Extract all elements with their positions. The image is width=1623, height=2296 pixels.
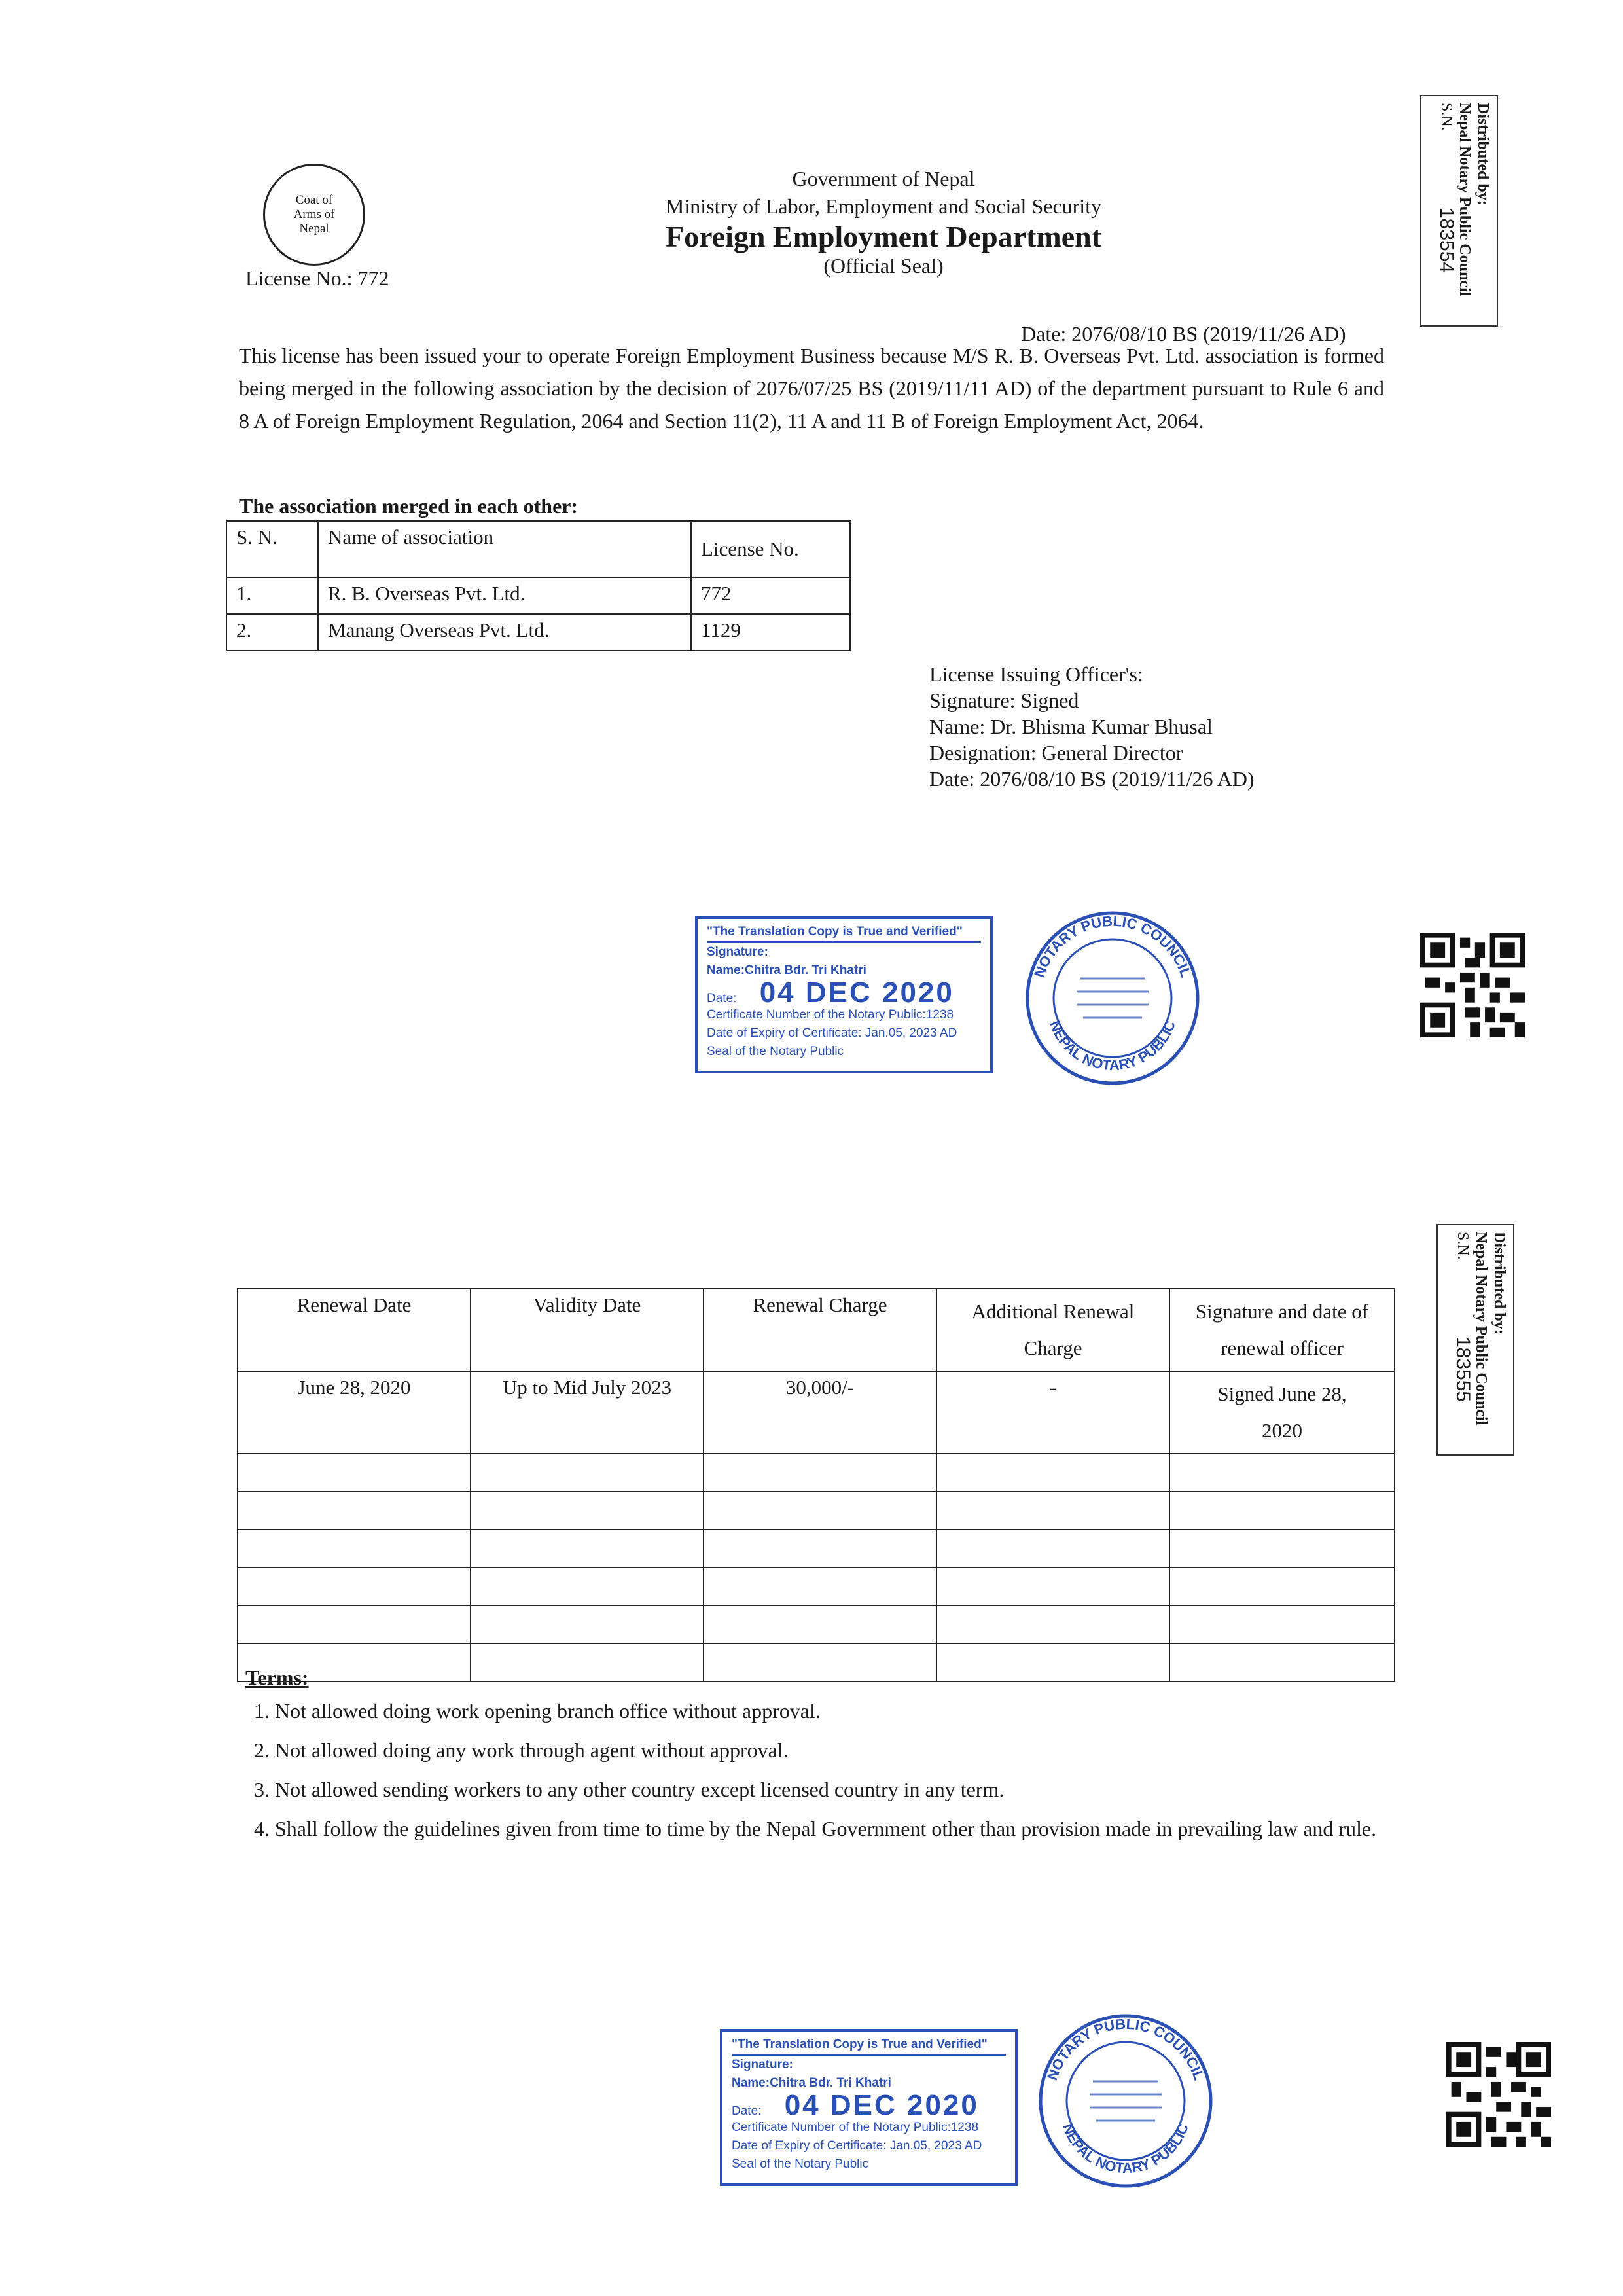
distributor-box-1 [1420, 95, 1498, 327]
table-row [226, 577, 850, 614]
svg-text:NEPAL NOTARY PUBLIC [1046, 1018, 1179, 1073]
distributor-sn-label: S.N. [1454, 1232, 1471, 1260]
svg-text:NEPAL NOTARY PUBLIC [1060, 2121, 1192, 2176]
table-row [238, 1492, 1395, 1530]
terms-title: Terms: [245, 1666, 309, 1689]
table-row [238, 1371, 1395, 1454]
verification-stamp-2 [720, 2029, 1018, 2186]
assoc-cell: 1. [226, 577, 318, 614]
notary-round-seal-2 [1034, 2009, 1217, 2193]
stamp-date-label: Date: [707, 992, 737, 1005]
renewal-cell: - [936, 1371, 1169, 1454]
renewal-header-officer: Signature and date of renewal officer [1169, 1289, 1395, 1371]
license-body-text: This license has been issued your to operate Foreign Employment Business because M/S R. B. Overseas Pvt. Ltd. association is formed being merged in the following association by the decision of 2076/07/25 BS (2019/11/11 AD) of the department pursuant to Rule 6 and 8 A of Foreign Employment Regulation, 2064 and Section 11(2), 11 A and 11 B of Foreign Employment Act, 2064. [239, 344, 1384, 433]
assoc-cell: R. B. Overseas Pvt. Ltd. [318, 577, 691, 614]
officer-date: Date: 2076/08/10 BS (2019/11/26 AD) [929, 767, 1255, 791]
round-seal-bottom-text: NEPAL NOTARY PUBLIC [1060, 2121, 1192, 2177]
verification-stamp-1 [695, 916, 993, 1073]
stamp-name: Name:Chitra Bdr. Tri Khatri [732, 2076, 891, 2090]
header-ministry: Ministry of Labor, Employment and Social Security [665, 194, 1102, 218]
stamp-name: Name:Chitra Bdr. Tri Khatri [707, 963, 866, 977]
renewal-cell: Signed June 28, 2020 [1169, 1371, 1395, 1454]
table-row [226, 521, 850, 577]
distributor-line-2: Nepal Notary Public Council [1456, 103, 1473, 296]
qr-code-2-icon [1446, 2042, 1551, 2147]
assoc-header-name: Name of association [318, 521, 691, 577]
round-seal-bottom-text: NEPAL NOTARY PUBLIC [1046, 1018, 1179, 1074]
seal-line-2: Arms of [293, 207, 335, 221]
renewal-cell: Up to Mid July 2023 [471, 1371, 704, 1454]
distributor-sn: 183555 [1452, 1336, 1474, 1403]
issue-date: Date: 2076/08/10 BS (2019/11/26 AD) [1021, 322, 1346, 346]
list-item: 3. Not allowed sending workers to any other country except licensed country in any term. [275, 1774, 1440, 1805]
renewal-cell: 30,000/- [704, 1371, 936, 1454]
license-number: License No.: 772 [245, 266, 389, 290]
officer-signature: Signature: Signed [929, 689, 1079, 712]
distributor-line-2: Nepal Notary Public Council [1472, 1232, 1489, 1426]
renewal-header-charge: Renewal Charge [704, 1289, 936, 1371]
coat-of-arms-seal [263, 164, 365, 266]
stamp-heading: "The Translation Copy is True and Verified" [732, 2036, 1006, 2056]
round-seal-top-text: NOTARY PUBLIC COUNCIL [1044, 2015, 1207, 2083]
stamp-signature: Signature: [707, 945, 768, 959]
table-row [238, 1530, 1395, 1568]
list-item: 4. Shall follow the guidelines given from time to time by the Nepal Government other than provision made in prevailing law and rule. [275, 1813, 1440, 1844]
seal-line-3: Nepal [299, 222, 329, 236]
qr-code-1-icon [1420, 933, 1525, 1037]
terms-list [226, 1695, 1440, 1852]
distributor-line-1: Distributed by: [1474, 103, 1491, 206]
stamp-certificate: Certificate Number of the Notary Public:1238 [707, 1008, 954, 1022]
table-row [238, 1289, 1395, 1371]
stamp-expiry: Date of Expiry of Certificate: Jan.05, 2023 AD [707, 1026, 957, 1040]
round-seal-top-text: NOTARY PUBLIC COUNCIL [1031, 912, 1194, 980]
renewal-cell: June 28, 2020 [238, 1371, 471, 1454]
header-seal-note: (Official Seal) [823, 254, 944, 278]
distributor-sn: 183554 [1436, 207, 1457, 274]
assoc-cell: 2. [226, 614, 318, 651]
svg-text:NOTARY PUBLIC COUNCIL [1031, 913, 1194, 980]
assoc-header-sn: S. N. [226, 521, 318, 577]
assoc-cell: 772 [691, 577, 850, 614]
renewal-header-date: Renewal Date [238, 1289, 471, 1371]
list-item: 1. Not allowed doing work opening branch office without approval. [275, 1695, 1440, 1727]
svg-text:NOTARY PUBLIC COUNCIL [1044, 2016, 1207, 2083]
assoc-header-license: License No. [691, 521, 850, 577]
stamp-date-value: 04 DEC 2020 [759, 977, 954, 1009]
table-row [238, 1605, 1395, 1643]
distributor-line-1: Distributed by: [1491, 1232, 1508, 1335]
seal-line-1: Coat of [295, 193, 333, 207]
table-row [238, 1643, 1395, 1681]
notary-round-seal-1 [1021, 906, 1204, 1090]
renewal-table [237, 1288, 1395, 1682]
officer-block [929, 661, 1255, 792]
table-row [238, 1454, 1395, 1492]
header-department: Foreign Employment Department [665, 220, 1102, 253]
distributor-sn-label: S.N. [1438, 103, 1455, 131]
renewal-header-validity: Validity Date [471, 1289, 704, 1371]
stamp-date-value: 04 DEC 2020 [784, 2089, 979, 2121]
assoc-title: The association merged in each other: [239, 494, 579, 518]
association-table [226, 520, 851, 651]
officer-name: Name: Dr. Bhisma Kumar Bhusal [929, 715, 1213, 738]
stamp-seal: Seal of the Notary Public [707, 1045, 844, 1058]
stamp-seal: Seal of the Notary Public [732, 2157, 869, 2171]
officer-title: License Issuing Officer's: [929, 662, 1143, 686]
table-row [238, 1568, 1395, 1605]
stamp-signature: Signature: [732, 2058, 793, 2072]
stamp-certificate: Certificate Number of the Notary Public:1238 [732, 2121, 979, 2134]
stamp-heading: "The Translation Copy is True and Verified" [707, 923, 981, 943]
table-row [226, 614, 850, 651]
officer-designation: Designation: General Director [929, 741, 1183, 764]
list-item: 2. Not allowed doing any work through agent without approval. [275, 1734, 1440, 1766]
stamp-expiry: Date of Expiry of Certificate: Jan.05, 2023 AD [732, 2139, 982, 2153]
header-government: Government of Nepal [792, 167, 975, 190]
assoc-cell: 1129 [691, 614, 850, 651]
distributor-box-2 [1436, 1224, 1514, 1456]
stamp-date-label: Date: [732, 2104, 762, 2118]
assoc-cell: Manang Overseas Pvt. Ltd. [318, 614, 691, 651]
renewal-header-additional: Additional Renewal Charge [936, 1289, 1169, 1371]
